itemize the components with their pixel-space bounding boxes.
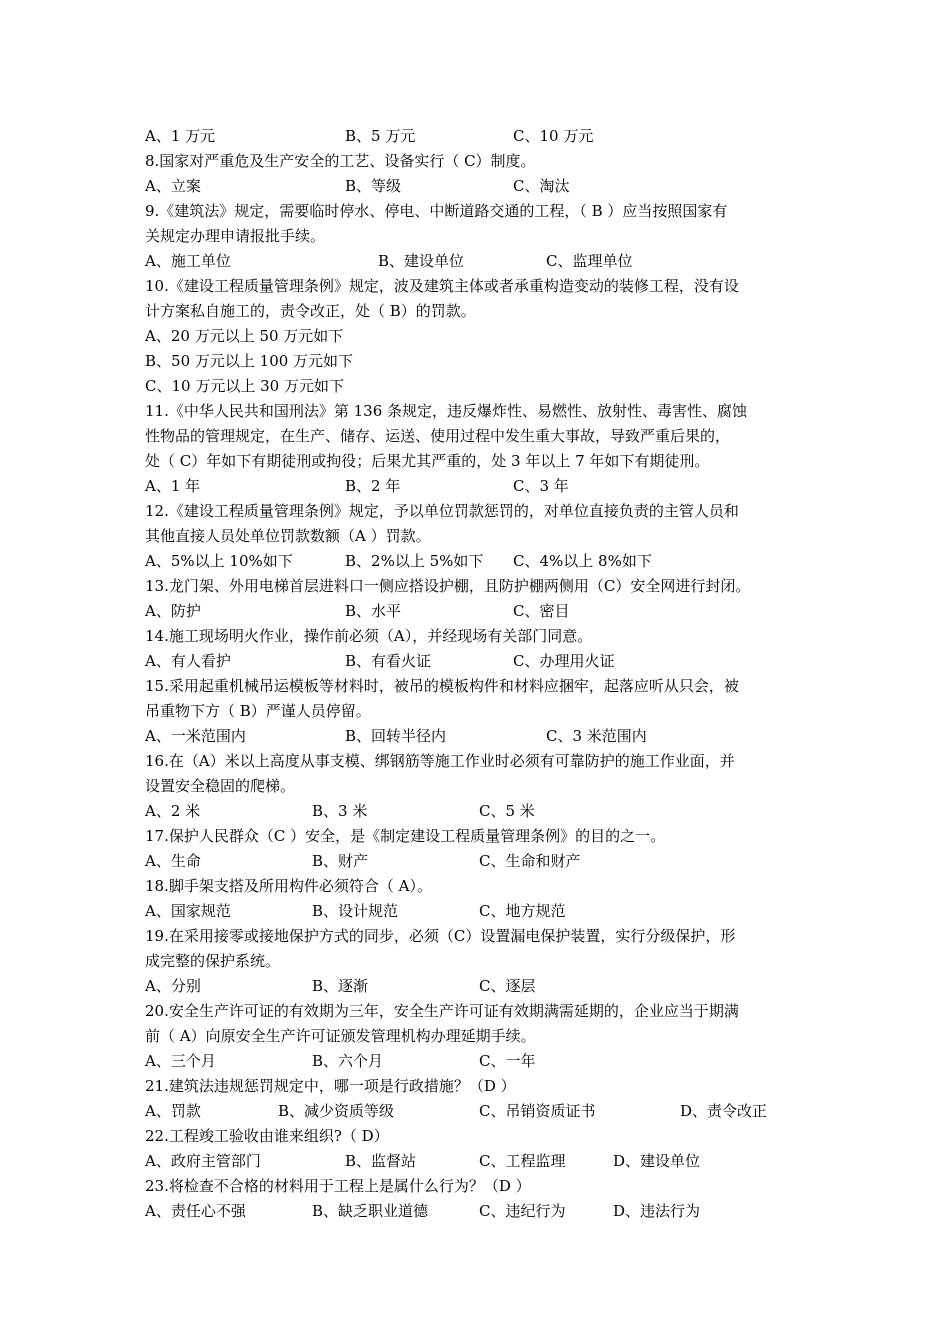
q19-option-a: A、分别 — [145, 977, 201, 995]
q13-question: 13.龙门架、外用电梯首层进料口一侧应搭设护棚，且防护棚两侧用（C）安全网进行封闭。 — [145, 577, 751, 595]
q12-question-line1: 12.《建设工程质量管理条例》规定，予以单位罚款惩罚的，对单位直接负责的主管人员和 — [145, 502, 739, 520]
q17-question: 17.保护人民群众（C ）安全，是《制定建设工程质量管理条例》的目的之一。 — [145, 827, 666, 845]
q19-options — [145, 974, 810, 999]
q23-option-a: A、责任心不强 — [145, 1202, 246, 1220]
q8-question: 8.国家对严重危及生产安全的工艺、设备实行（ C）制度。 — [145, 152, 536, 170]
q8-option-a: A、立案 — [145, 177, 201, 195]
q23-option-b: B、缺乏职业道德 — [312, 1202, 429, 1220]
q13-options — [145, 599, 810, 624]
q10-option-c: C、10 万元以上 30 万元如下 — [145, 377, 344, 395]
q23-option-c: C、违纪行为 — [479, 1202, 566, 1220]
q16-option-a: A、2 米 — [145, 802, 201, 820]
q11-question-line2: 性物品的管理规定，在生产、储存、运送、使用过程中发生重大事故，导致严重后果的， — [145, 427, 731, 445]
q11-option-a: A、1 年 — [145, 477, 201, 495]
q21-option-c: C、吊销资质证书 — [479, 1102, 596, 1120]
q16-question-line2: 设置安全稳固的爬梯。 — [145, 777, 296, 795]
q18-option-b: B、设计规范 — [312, 902, 399, 920]
q20-option-b: B、六个月 — [312, 1052, 384, 1070]
q22-option-a: A、政府主管部门 — [145, 1152, 261, 1170]
q16-options — [145, 799, 810, 824]
q16-option-b: B、3 米 — [312, 802, 368, 820]
q10-question-line1: 10.《建设工程质量管理条例》规定，波及建筑主体或者承重构造变动的装修工程，没有设 — [145, 277, 739, 295]
q16-question-line1: 16.在（A）米以上高度从事支模、绑钢筋等施工作业时必须有可靠防护的施工作业面，并 — [145, 752, 735, 770]
q21-options — [145, 1099, 810, 1124]
q7-option-a: A、1 万元 — [145, 127, 216, 145]
q18-option-c: C、地方规范 — [479, 902, 566, 920]
q14-option-a: A、有人看护 — [145, 652, 231, 670]
q19-question-line1: 19.在采用接零或接地保护方式的同步，必须（C）设置漏电保护装置，实行分级保护，形 — [145, 927, 736, 945]
q15-option-c: C、3 米范围内 — [546, 727, 647, 745]
q14-option-c: C、办理用火证 — [513, 652, 615, 670]
q7-option-c: C、10 万元 — [513, 127, 594, 145]
q14-question: 14.施工现场明火作业，操作前必须（A），并经现场有关部门同意。 — [145, 627, 593, 645]
q15-option-b: B、回转半径内 — [345, 727, 447, 745]
q9-option-b: B、建设单位 — [378, 252, 465, 270]
q12-question-line2: 其他直接人员处单位罚款数额（A ）罚款。 — [145, 527, 431, 545]
q21-option-b: B、减少资质等级 — [278, 1102, 395, 1120]
q22-question: 22.工程竣工验收由谁来组织?（ D） — [145, 1127, 389, 1145]
q13-option-a: A、防护 — [145, 602, 201, 620]
q8-options — [145, 174, 810, 199]
q21-option-a: A、罚款 — [145, 1102, 201, 1120]
q12-option-b: B、2%以上 5%如下 — [345, 552, 484, 570]
q22-options — [145, 1149, 810, 1174]
q10-option-a: A、20 万元以上 50 万元如下 — [145, 327, 344, 345]
q15-option-a: A、一米范围内 — [145, 727, 246, 745]
q7-options — [145, 124, 810, 149]
q22-option-d: D、建设单位 — [613, 1152, 701, 1170]
q15-question-line1: 15.采用起重机械吊运模板等材料时，被吊的模板构件和材料应捆牢，起落应听从只会，被 — [145, 677, 739, 695]
q17-option-c: C、生命和财产 — [479, 852, 581, 870]
q23-option-d: D、违法行为 — [613, 1202, 701, 1220]
q19-question-line2: 成完整的保护系统。 — [145, 952, 281, 970]
q7-option-b: B、5 万元 — [345, 127, 416, 145]
q21-option-d: D、责令改正 — [680, 1102, 768, 1120]
q17-option-b: B、财产 — [312, 852, 369, 870]
q10-question-line2: 计方案私自施工的，责令改正，处（ B）的罚款。 — [145, 302, 476, 320]
q9-option-c: C、监理单位 — [546, 252, 633, 270]
q22-option-b: B、监督站 — [345, 1152, 417, 1170]
q11-option-c: C、3 年 — [513, 477, 569, 495]
q12-options — [145, 549, 810, 574]
q22-option-c: C、工程监理 — [479, 1152, 566, 1170]
q20-question-line1: 20.安全生产许可证的有效期为三年，安全生产许可证有效期满需延期的，企业应当于期满 — [145, 1002, 739, 1020]
q8-option-c: C、淘汰 — [513, 177, 570, 195]
q14-option-b: B、有看火证 — [345, 652, 432, 670]
q13-option-b: B、水平 — [345, 602, 402, 620]
q9-options — [145, 249, 810, 274]
q9-question-line1: 9.《建筑法》规定，需要临时停水、停电、中断道路交通的工程，（ B ）应当按照国家有 — [145, 202, 728, 220]
q11-question-line1: 11.《中华人民共和国刑法》第 136 条规定，违反爆炸性、易燃性、放射性、毒害性、腐蚀 — [145, 402, 748, 420]
q20-question-line2: 前（ A）向原安全生产许可证颁发管理机构办理延期手续。 — [145, 1027, 536, 1045]
q23-question: 23.将检查不合格的材料用于工程上是属什么行为？（D ） — [145, 1177, 531, 1195]
q20-option-c: C、一年 — [479, 1052, 536, 1070]
q19-option-b: B、逐渐 — [312, 977, 369, 995]
q18-question: 18.脚手架支搭及所用构件必须符合（ A）。 — [145, 877, 432, 895]
q18-option-a: A、国家规范 — [145, 902, 231, 920]
q15-question-line2: 吊重物下方（ B）严谨人员停留。 — [145, 702, 371, 720]
q10-option-b: B、50 万元以上 100 万元如下 — [145, 352, 354, 370]
q9-question-line2: 关规定办理申请报批手续。 — [145, 227, 326, 245]
q16-option-c: C、5 米 — [479, 802, 535, 820]
q20-options — [145, 1049, 810, 1074]
q11-option-b: B、2 年 — [345, 477, 401, 495]
q11-question-line3: 处（ C）年如下有期徒刑或拘役；后果尤其严重的，处 3 年以上 7 年如下有期徒刑。 — [145, 452, 710, 470]
q12-option-a: A、5%以上 10%如下 — [145, 552, 293, 570]
q12-option-c: C、4%以上 8%如下 — [513, 552, 652, 570]
q21-question: 21.建筑法违规惩罚规定中，哪一项是行政措施？（D ） — [145, 1077, 516, 1095]
q18-options — [145, 899, 810, 924]
q19-option-c: C、逐层 — [479, 977, 536, 995]
q17-option-a: A、生命 — [145, 852, 201, 870]
q15-options — [145, 724, 810, 749]
q8-option-b: B、等级 — [345, 177, 402, 195]
q9-option-a: A、施工单位 — [145, 252, 231, 270]
q17-options — [145, 849, 810, 874]
q14-options — [145, 649, 810, 674]
q23-options — [145, 1199, 810, 1224]
q13-option-c: C、密目 — [513, 602, 570, 620]
q20-option-a: A、三个月 — [145, 1052, 216, 1070]
q11-options — [145, 474, 810, 499]
